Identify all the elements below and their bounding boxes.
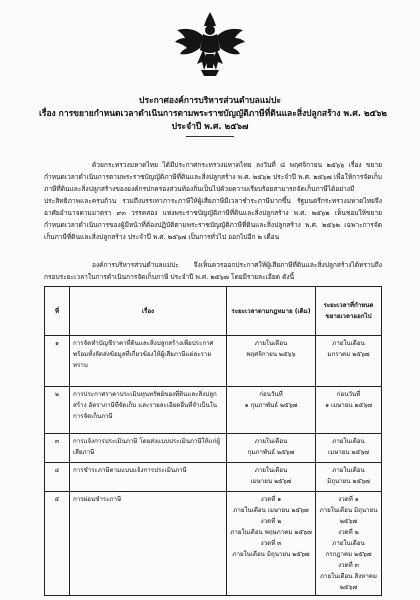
table-header-row: [45, 287, 382, 336]
row-extended: ภายในเดือน มิถุนายน ๒๕๖๗: [316, 463, 382, 492]
announcement-issuer: ประกาศองค์การบริหารส่วนตำบลแม่ปะ: [139, 96, 281, 106]
row-original: ก่อนวันที่ ๑ กุมภาพันธ์ ๒๕๖๗: [227, 387, 316, 434]
title-divider: [186, 136, 234, 137]
row-item: การแจ้งการประเมินภาษี โดยส่งแบบประเมินภาษีให้แก่ผู้เสียภาษี: [70, 434, 227, 463]
row-original: ภายในเดือน เมษายน ๒๕๖๗: [227, 463, 316, 492]
row-item: การประกาศราคาประเมินทุนทรัพย์ของที่ดินและสิ่งปลูกสร้าง อัตราภาษีที่จัดเก็บ และรายละเอียดอื่นที่จำเป็นในการจัดเก็บภาษี: [70, 387, 227, 434]
body-paragraph-1: ด้วยกระทรวงมหาดไทย ได้มีประกาศกระทรวงมหาดไทย ลงวันที่ ๘ พฤศจิกายน ๒๕๖๖ เรื่อง ขยายกำหนดเวลาดำเนินการตามพระราชบัญญัติภาษีที่ดินและสิ่งปลูกสร้าง พ.ศ. ๒๕๖๒ ประจำปี พ.ศ. ๒๕๖๗ เพื่อให้การจัดเก็บภาษีที่ดินและสิ่งปลูกสร้างขององค์กรปกครองส่วนท้องถิ่นเป็นไปด้วยความเรียบร้อยสามารถจัดเก็บภาษีได้อย่างมีประสิทธิภาพและครบถ้วน รวมถึงบรรเทาภาระภาษีให้ผู้เสียภาษีมีเวลาชำระภาษีมากขึ้น รัฐมนตรีกระทรวงมหาดไทยจึงอาศัยอำนาจตามมาตรา ๙๓ วรรคสอง แห่งพระราชบัญญัติภาษีที่ดินและสิ่งปลูกสร้าง พ.ศ. ๒๕๖๒ เห็นชอบให้ขยายกำหนดเวลาดำเนินการของผู้มีหน้าที่ต้องปฏิบัติตามพระราชบัญญัติภาษีที่ดินและสิ่งปลูกสร้าง พ.ศ. ๒๕๖๒ เฉพาะการจัดเก็บภาษีที่ดินและสิ่งปลูกสร้าง ประจำปี พ.ศ. ๒๕๖๗ เป็นการทั่วไป ออกไปอีก ๒ เดือน: [44, 160, 382, 241]
garuda-emblem-icon: [173, 8, 247, 80]
table-row: [45, 434, 382, 463]
row-number: ๑: [45, 336, 70, 387]
row-extended: ภายในเดือน มกราคม ๒๕๖๗: [316, 336, 382, 387]
column-header-item: เรื่อง: [70, 287, 227, 336]
row-item: การชำระภาษีตามแบบแจ้งการประเมินภาษี: [70, 463, 227, 492]
announcement-year: ประจำปี พ.ศ. ๒๕๖๗: [171, 122, 249, 132]
table-row: [45, 336, 382, 387]
body-paragraph-2: องค์การบริหารส่วนตำบลแม่ปะ จึงเห็นควรออกประกาศให้ผู้เสียภาษีที่ดินและสิ่งปลูกสร้างได้ทราบถึงกรอบระยะเวลาในการดำเนินการจัดเก็บภาษี ประจำปี พ.ศ. ๒๕๖๗ โดยมีรายละเอียด ดังนี้: [44, 260, 382, 281]
column-header-original: ระยะเวลาตามกฎหมาย (เดิม): [227, 287, 316, 336]
schedule-table: [44, 286, 382, 596]
row-extended: งวดที่ ๑ ภายในเดือน มิถุนายน ๒๕๖๗ งวดที่ ๒ ภายในเดือน กรกฎาคม ๒๕๖๗ งวดที่ ๓ ภายในเดือน สิงหาคม ๒๕๖๗: [316, 492, 382, 596]
row-extended: ก่อนวันที่ ๑ เมษายน ๒๕๖๗: [316, 387, 382, 434]
row-extended: ภายในเดือน เมษายน ๒๕๖๗: [316, 434, 382, 463]
column-header-extended: ระยะเวลาที่กำหนดขยายเวลาออกไป: [316, 287, 382, 336]
row-number: ๕: [45, 492, 70, 596]
announcement-subject: เรื่อง การขยายกำหนดเวลาดำเนินการตามพระราชบัญญัติภาษีที่ดินและสิ่งปลูกสร้าง พ.ศ. ๒๕๖๒: [38, 109, 387, 119]
table-row: [45, 492, 382, 596]
row-original: ภายในเดือน พฤศจิกายน ๒๕๖๖: [227, 336, 316, 387]
column-header-no: ที่: [45, 287, 70, 336]
row-number: ๔: [45, 463, 70, 492]
row-number: ๒: [45, 387, 70, 434]
row-item: การจัดทำบัญชีราคาที่ดินและสิ่งปลูกสร้างเพื่อประกาศ พร้อมทั้งจัดส่งข้อมูลที่เกี่ยวข้องให้ผู้เสียภาษีแต่ละรายทราบ: [70, 336, 227, 387]
row-original: ภายในเดือน กุมภาพันธ์ ๒๕๖๗: [227, 434, 316, 463]
table-row: [45, 387, 382, 434]
row-original: งวดที่ ๑ ภายในเดือน เมษายน ๒๕๖๗ งวดที่ ๒ ภายในเดือน พฤษภาคม ๒๕๖๗ งวดที่ ๓ ภายในเดือน มิถุนายน ๒๕๖๗: [227, 492, 316, 596]
table-row: [45, 463, 382, 492]
row-number: ๓: [45, 434, 70, 463]
row-item: การผ่อนชำระภาษี: [70, 492, 227, 596]
